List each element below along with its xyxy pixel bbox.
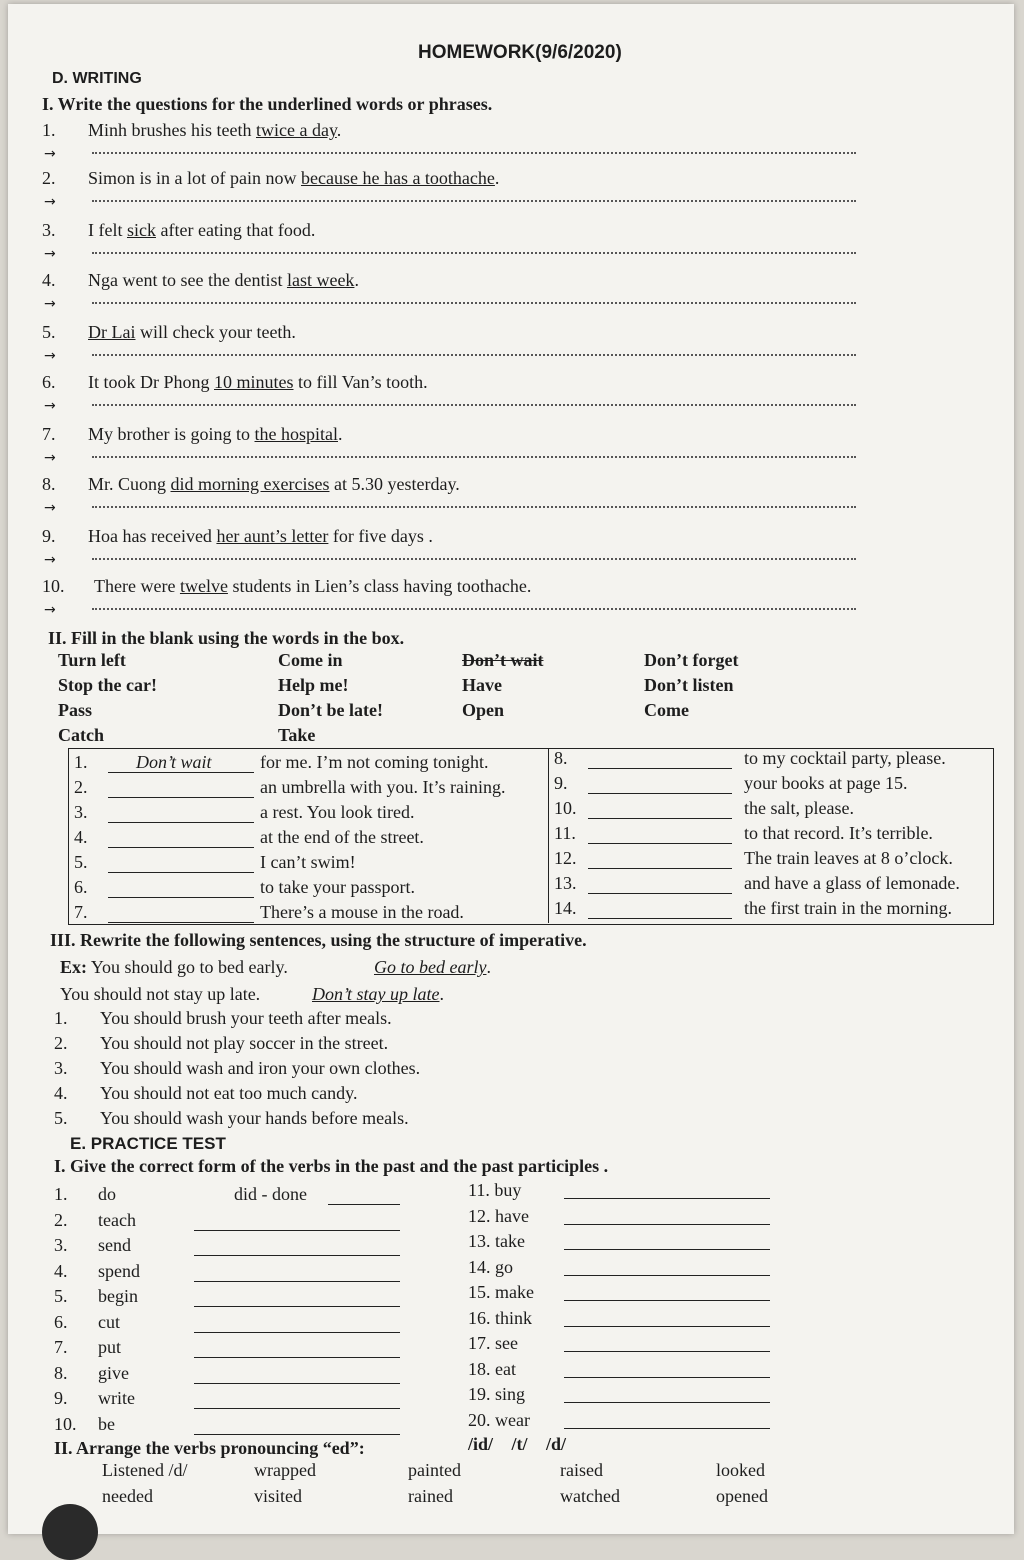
sentence-after: will check your teeth. <box>135 322 296 342</box>
question-number: 7. <box>42 424 56 444</box>
filled-answer: Don’t wait <box>136 752 212 772</box>
section-d-heading: D. WRITING <box>52 70 142 87</box>
part2-heading: II. Fill in the blank using the words in the box. <box>48 628 405 648</box>
verb-base: 14. go <box>468 1256 513 1277</box>
blank-number: 14. <box>554 898 577 918</box>
ed-word: opened <box>716 1486 768 1506</box>
question-sentence <box>88 322 296 343</box>
blank-sentence: and have a glass of lemonade. <box>744 873 960 893</box>
underlined-phrase: did morning exercises <box>170 474 330 494</box>
rewrite-sentence: You should not play soccer in the street. <box>100 1033 389 1053</box>
blank-sentence: an umbrella with you. It’s raining. <box>260 777 506 797</box>
rewrite-sentence: You should brush your teeth after meals. <box>100 1008 392 1028</box>
question-sentence <box>88 120 341 141</box>
verb-base: 12. have <box>468 1205 529 1226</box>
verb-blank <box>564 1377 770 1378</box>
blank-line <box>588 768 732 769</box>
question-sentence <box>88 474 460 495</box>
answer-arrow-icon: → <box>44 146 56 162</box>
example-label: Ex: <box>60 957 87 977</box>
blank-number: 1. <box>74 752 88 772</box>
verb-base: 18. eat <box>468 1358 516 1379</box>
answer-line[interactable] <box>92 558 856 560</box>
sentence-after: . <box>338 424 343 444</box>
answer-arrow-icon: → <box>44 450 56 466</box>
blank-sentence: to that record. It’s terrible. <box>744 823 933 843</box>
verbs-heading: I. Give the correct form of the verbs in the past and the past participles . <box>54 1156 609 1176</box>
ed-word: needed <box>102 1486 153 1506</box>
ed-heading: II. Arrange the verbs pronouncing “ed”: <box>54 1438 365 1458</box>
verb-base: spend <box>98 1260 140 1281</box>
blank-sentence: to take your passport. <box>260 877 415 897</box>
answer-line[interactable] <box>92 456 856 458</box>
blank-number: 10. <box>554 798 577 818</box>
blank-number: 7. <box>74 902 88 922</box>
answer-arrow-icon: → <box>44 552 56 568</box>
sentence-before: It took Dr Phong <box>88 372 214 392</box>
answer-arrow-icon: → <box>44 398 56 414</box>
sentence-before: There were <box>94 576 180 596</box>
sound-t: /t/ <box>511 1434 528 1454</box>
rewrite-number: 2. <box>54 1033 68 1053</box>
sound-id: /id/ <box>468 1434 494 1454</box>
blank-number: 13. <box>554 873 577 893</box>
verb-blank <box>194 1408 400 1409</box>
blank-number: 2. <box>74 777 88 797</box>
verb-base: be <box>98 1413 115 1434</box>
question-sentence <box>88 424 343 445</box>
blank-sentence: There’s a mouse in the road. <box>260 902 464 922</box>
verb-blank <box>194 1357 400 1358</box>
verb-number: 4. <box>54 1260 68 1281</box>
blank-sentence: your books at page 15. <box>744 773 908 793</box>
question-number: 8. <box>42 474 56 494</box>
box-word: Help me! <box>278 675 349 695</box>
answer-line[interactable] <box>92 404 856 406</box>
section-e-heading: E. PRACTICE TEST <box>70 1134 226 1153</box>
corner-mark <box>42 1504 98 1560</box>
example-2-answer-wrap: Don’t stay up late. <box>312 984 444 1004</box>
table-divider <box>548 748 549 923</box>
blank-number: 9. <box>554 773 568 793</box>
verb-base: do <box>98 1184 116 1204</box>
verb-base: 17. see <box>468 1333 518 1353</box>
verb-base: give <box>98 1362 129 1383</box>
blank-line <box>108 797 254 798</box>
verb-number: 3. <box>54 1235 68 1255</box>
blank-sentence: a rest. You look tired. <box>260 802 415 822</box>
underlined-phrase: her aunt’s letter <box>216 526 329 546</box>
ed-word: painted <box>408 1460 461 1480</box>
box-word: Take <box>278 725 316 745</box>
verb-base: 11. buy <box>468 1180 522 1200</box>
verb-blank <box>564 1249 770 1250</box>
blank-number: 12. <box>554 848 577 868</box>
verb-number: 1. <box>54 1184 68 1204</box>
answer-arrow-icon: → <box>44 296 56 312</box>
answer-arrow-icon: → <box>44 246 56 262</box>
answer-line[interactable] <box>92 608 856 610</box>
underlined-phrase: sick <box>126 220 156 240</box>
blank-number: 11. <box>554 823 576 843</box>
sentence-after: . <box>354 270 359 290</box>
rewrite-sentence: You should wash your hands before meals. <box>100 1108 409 1128</box>
question-sentence <box>88 372 428 393</box>
verb-base: send <box>98 1235 131 1255</box>
verb-number: 5. <box>54 1286 68 1306</box>
question-number: 5. <box>42 322 56 342</box>
blank-line <box>588 843 732 844</box>
box-word: Stop the car! <box>58 675 157 695</box>
verb-blank <box>194 1230 400 1231</box>
underlined-phrase: because he has a toothache <box>301 168 495 188</box>
blank-sentence: at the end of the street. <box>260 827 424 847</box>
sentence-after: to fill Van’s tooth. <box>293 372 428 392</box>
question-number: 10. <box>42 576 65 596</box>
page-title: HOMEWORK(9/6/2020) <box>418 42 622 63</box>
answer-line[interactable] <box>92 252 856 254</box>
blank-line <box>108 897 254 898</box>
sentence-after: for five days . <box>328 526 433 546</box>
verb-blank <box>194 1306 400 1307</box>
answer-arrow-icon: → <box>44 348 56 364</box>
sentence-before: Mr. Cuong <box>88 474 171 494</box>
box-word: Turn left <box>58 650 126 670</box>
question-sentence <box>88 526 433 547</box>
underlined-phrase: the hospital <box>254 424 338 444</box>
answer-line[interactable] <box>92 302 856 304</box>
box-word: Don’t wait <box>462 650 544 670</box>
question-number: 1. <box>42 120 56 140</box>
example-1-answer: Go to bed early <box>374 957 487 977</box>
blank-sentence: to my cocktail party, please. <box>744 748 946 768</box>
example-2-answer: Don’t stay up late <box>312 984 440 1004</box>
blank-line <box>588 893 732 894</box>
question-number: 6. <box>42 372 56 392</box>
ed-word: wrapped <box>254 1460 316 1480</box>
underlined-phrase: Dr Lai <box>88 322 136 342</box>
verb-number: 10. <box>54 1413 77 1434</box>
answer-line[interactable] <box>92 152 856 154</box>
rewrite-sentence: You should wash and iron your own clothes. <box>100 1058 421 1078</box>
verb-blank <box>564 1402 770 1403</box>
verb-blank <box>194 1281 400 1282</box>
verb-base: cut <box>98 1311 120 1332</box>
underlined-phrase: twelve <box>179 576 228 596</box>
verb-base: 13. take <box>468 1231 525 1251</box>
blank-number: 3. <box>74 802 88 822</box>
blank-line <box>108 847 254 848</box>
verb-blank <box>564 1351 770 1352</box>
sentence-after: students in Lien’s class having toothache. <box>227 576 532 596</box>
verb-number: 9. <box>54 1388 68 1408</box>
question-number: 4. <box>42 270 56 290</box>
blank-sentence: for me. I’m not coming tonight. <box>260 752 489 772</box>
ed-word: rained <box>408 1486 453 1506</box>
sentence-before: Minh brushes his teeth <box>88 120 256 140</box>
blank-line <box>108 822 254 823</box>
sentence-before: Simon is in a lot of pain now <box>88 168 301 188</box>
ed-word: watched <box>560 1486 620 1506</box>
answer-arrow-icon: → <box>44 602 56 618</box>
underlined-phrase: last week <box>286 270 355 290</box>
verb-base: write <box>98 1388 135 1408</box>
blank-line <box>108 922 254 923</box>
sentence-after: after eating that food. <box>155 220 316 240</box>
verb-number: 6. <box>54 1311 68 1332</box>
sentence-before: Hoa has received <box>88 526 217 546</box>
part1-heading: I. Write the questions for the underlined words or phrases. <box>42 94 493 114</box>
ed-sounds <box>468 1434 566 1455</box>
verb-blank <box>328 1204 400 1205</box>
blank-line <box>588 818 732 819</box>
verb-example-answer: did - done <box>234 1184 307 1204</box>
ed-word: looked <box>716 1460 765 1480</box>
answer-line[interactable] <box>92 200 856 202</box>
blank-number: 6. <box>74 877 88 897</box>
sentence-before: Nga went to see the dentist <box>88 270 287 290</box>
blank-sentence: the first train in the morning. <box>744 898 952 918</box>
verb-base: 19. sing <box>468 1384 526 1404</box>
question-number: 9. <box>42 526 56 546</box>
blank-sentence: I can’t swim! <box>260 852 356 872</box>
sentence-before: I felt <box>88 220 127 240</box>
underlined-phrase: twice a day <box>256 120 337 140</box>
question-sentence <box>94 576 531 597</box>
answer-arrow-icon: → <box>44 194 56 210</box>
part3-heading: III. Rewrite the following sentences, using the structure of imperative. <box>50 930 587 950</box>
verb-base: put <box>98 1337 122 1357</box>
question-sentence <box>88 168 499 189</box>
example-1-sentence: You should go to bed early. <box>90 957 288 977</box>
sound-d: /d/ <box>546 1434 567 1454</box>
blank-line <box>108 872 254 873</box>
verb-number: 7. <box>54 1337 68 1357</box>
verb-base: 16. think <box>468 1307 533 1328</box>
blank-number: 5. <box>74 852 88 872</box>
box-word: Don’t forget <box>644 650 739 670</box>
verb-base: 20. wear <box>468 1409 530 1430</box>
underlined-phrase: 10 minutes <box>214 372 294 392</box>
ed-word: raised <box>560 1460 603 1480</box>
question-sentence <box>88 220 315 241</box>
blank-line <box>588 918 732 919</box>
ed-word: visited <box>254 1486 302 1506</box>
sentence-before: My brother is going to <box>88 424 255 444</box>
blank-line <box>588 868 732 869</box>
box-word: Come in <box>278 650 343 670</box>
verb-base: begin <box>98 1286 138 1306</box>
blank-number: 4. <box>74 827 88 847</box>
verb-base: teach <box>98 1209 136 1230</box>
verb-number: 2. <box>54 1209 68 1230</box>
rewrite-number: 4. <box>54 1083 68 1103</box>
verb-blank <box>564 1428 770 1429</box>
box-word: Open <box>462 700 505 720</box>
sentence-after: at 5.30 yesterday. <box>329 474 460 494</box>
verb-blank <box>564 1224 770 1225</box>
blank-line <box>588 793 732 794</box>
box-word: Don’t be late! <box>278 700 383 720</box>
example-row-1 <box>60 957 288 978</box>
box-word: Don’t listen <box>644 675 734 695</box>
verb-base: 15. make <box>468 1282 534 1302</box>
verb-blank <box>194 1434 400 1435</box>
verb-blank <box>564 1198 770 1199</box>
rewrite-number: 5. <box>54 1108 68 1128</box>
answer-line[interactable] <box>92 354 856 356</box>
example-2-sentence: You should not stay up late. <box>60 984 261 1004</box>
question-number: 2. <box>42 168 56 188</box>
box-word: Catch <box>58 725 104 745</box>
answer-line[interactable] <box>92 506 856 508</box>
blank-sentence: The train leaves at 8 o’clock. <box>744 848 953 868</box>
question-number: 3. <box>42 220 56 240</box>
box-word: Come <box>644 700 689 720</box>
verb-blank <box>564 1300 770 1301</box>
verb-blank <box>194 1332 400 1333</box>
rewrite-number: 3. <box>54 1058 68 1078</box>
verb-blank <box>564 1275 770 1276</box>
blank-number: 8. <box>554 748 568 768</box>
rewrite-number: 1. <box>54 1008 68 1028</box>
box-word: Pass <box>58 700 93 720</box>
rewrite-sentence: You should not eat too much candy. <box>100 1083 358 1103</box>
example-1-answer-wrap: Go to bed early. <box>374 957 491 977</box>
verb-blank <box>564 1326 770 1327</box>
ed-word: Listened /d/ <box>102 1460 188 1480</box>
sentence-after: . <box>336 120 342 140</box>
verb-blank <box>194 1255 400 1256</box>
answer-arrow-icon: → <box>44 500 56 516</box>
blank-sentence: the salt, please. <box>744 798 854 818</box>
worksheet-page <box>8 4 1014 1534</box>
box-word: Have <box>462 675 502 695</box>
verb-number: 8. <box>54 1362 68 1383</box>
verb-blank <box>194 1383 400 1384</box>
sentence-after: . <box>494 168 500 188</box>
question-sentence <box>88 270 359 291</box>
